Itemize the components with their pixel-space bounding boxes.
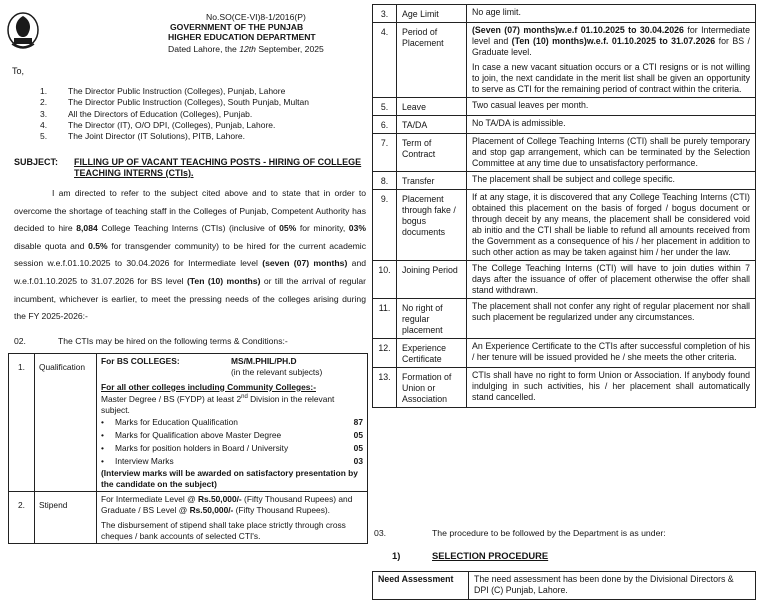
row-heading: Experience Certificate (397, 338, 467, 367)
table-row (373, 189, 756, 260)
selection-procedure-heading: 1) SELECTION PROCEDURE (392, 550, 549, 561)
table-row (373, 22, 756, 97)
row-text: The placement shall not confer any right of regular placement nor shall such placement be regularized under any circumstances. (467, 298, 756, 338)
row-number: 6. (373, 115, 397, 133)
stipend-details: For Intermediate Level @ Rs.50,000/- (Fifty Thousand Rupees) and Graduate / BS Level @ Rs.50,000/- (Fifty Thousand Rupees). The disbursement of stipend shall take place strictly through cross cheques / bank accounts of selected CTI's. (97, 492, 368, 544)
paragraph-03: 03. The procedure to be followed by the Department is as under: (374, 528, 666, 538)
row-text: The placement shall be subject and college specific. (467, 171, 756, 189)
terms-table-right (372, 4, 756, 408)
addressee-item: 1. The Director Public Instruction (Colleges), Punjab, Lahore (40, 86, 286, 96)
addressee-item: 5. The Joint Director (IT Solutions), PITB, Lahore. (40, 131, 245, 142)
row-heading: Term of Contract (397, 133, 467, 171)
intro-paragraph: I am directed to refer to the subject cited above and to state that in order to overcome the shortage of teaching staff in the Colleges of Punjab, Competent Authority has decided to hire 8,084 College Teaching Interns (CTIs) (inclusive of 05% for minority, 03% disable quota and 0.5% for transgender community) to be hired for the current academic session w.e.f.01.10.2025 to 30.04.2026 for Intermediate level (seven (07) months) and w.e.f.01.10.2025 to 31.07.2026 for BS level (Ten (10) months) or till the arrival of regular incumbent, whichever is earlier, to meet the pressing needs of the colleges arising during the FY 2025-2026:- (14, 188, 367, 322)
addressee-item: 3. All the Directors of Education (Colleges), Punjab. (40, 108, 253, 119)
row-heading: Formation of Union or Association (397, 367, 467, 407)
marks-item: • Interview Marks 03 (101, 455, 363, 466)
department-title: HIGHER EDUCATION DEPARTMENT (168, 32, 316, 42)
row-text: (Seven (07) months)w.e.f 01.10.2025 to 30.04.2026 for Intermediate level and (Ten (10) months)w.e.f. 01.10.2025 to 31.07.2026 for BS / Graduate level. In case a new vacant situation occurs or a CTI resigns or is not willing to join, the next candidate in the merit list shall be given an opportunity to serve as CTI for the remaining period of contract within the criteria. (467, 22, 756, 97)
row-heading: Age Limit (397, 5, 467, 23)
table-row (373, 171, 756, 189)
row-number: 10. (373, 260, 397, 298)
government-title: GOVERNMENT OF THE PUNJAB (170, 22, 304, 32)
right-page (372, 0, 768, 603)
need-assessment-table (372, 571, 756, 600)
interview-note: (Interview marks will be awarded on satisfactory presentation by the candidate on the subject) (101, 467, 358, 489)
table-row (373, 298, 756, 338)
row-text: The College Teaching Interns (CTI) will have to join duties within 7 days after the issuance of offer of placement otherwise the offer shall stand withdrawn. (467, 260, 756, 298)
addressee-item: 4. The Director (IT), O/O DPI, (Colleges), Punjab, Lahore. (40, 119, 276, 130)
letter-date: Dated Lahore, the 12th September, 2025 (168, 44, 324, 54)
row-number: 9. (373, 189, 397, 260)
table-row (9, 492, 368, 544)
row-heading: TA/DA (397, 115, 467, 133)
row-heading: No right of regular placement (397, 298, 467, 338)
row-heading: Stipend (35, 492, 97, 544)
addressee-list (40, 86, 370, 142)
row-heading: Placement through fake / bogus documents (397, 189, 467, 260)
row-heading: Period of Placement (397, 22, 467, 97)
row-text: Placement of College Teaching Interns (CTI) shall be purely temporary and stop gap arrangement, which can be terminated by the Selection Committee at any time due to unsatisfactory performance. (467, 133, 756, 171)
paragraph-02: 02. The CTIs may be hired on the following terms & Conditions:- (14, 336, 288, 346)
row-text: No TA/DA is admissible. (467, 115, 756, 133)
need-assessment-text: The need assessment has been done by the Divisional Directors & DPI (C) Punjab, Lahore. (469, 572, 756, 600)
row-heading: Leave (397, 97, 467, 115)
table-row (373, 572, 756, 600)
table-row (373, 97, 756, 115)
table-row (373, 133, 756, 171)
table-row (373, 338, 756, 367)
row-heading: Qualification (35, 354, 97, 492)
row-text: An Experience Certificate to the CTIs after successful completion of his / her tenure will be issued provided he / she meets the other criteria. (467, 338, 756, 367)
row-text: Two casual leaves per month. (467, 97, 756, 115)
subject-text: FILLING UP OF VACANT TEACHING POSTS - HIRING OF COLLEGE TEACHING INTERNS (CTIs). (74, 157, 362, 178)
row-number: 4. (373, 22, 397, 97)
table-row (373, 115, 756, 133)
punjab-government-logo (6, 10, 40, 50)
need-assessment-heading: Need Assessment (373, 572, 469, 600)
table-row (373, 260, 756, 298)
left-page (0, 0, 372, 603)
row-text: No age limit. (467, 5, 756, 23)
subject-label: SUBJECT: (14, 157, 59, 167)
row-number: 5. (373, 97, 397, 115)
row-number: 8. (373, 171, 397, 189)
row-number: 13. (373, 367, 397, 407)
row-number: 12. (373, 338, 397, 367)
to-label: To, (12, 66, 25, 76)
terms-table-left (8, 353, 368, 544)
row-number: 2. (9, 492, 35, 544)
table-row (373, 367, 756, 407)
row-number: 1. (9, 354, 35, 492)
row-text: CTIs shall have no right to form Union or Association. If anybody found indulging in such activities, his / her placement shall automatically stand cancelled. (467, 367, 756, 407)
table-row (373, 5, 756, 23)
marks-item: • Marks for Education Qualification 87 (101, 416, 363, 427)
letter-reference-number: No.SO(CE-VI)8-1/2016(P) (206, 12, 306, 22)
row-number: 7. (373, 133, 397, 171)
marks-item: • Marks for position holders in Board / University 05 (101, 442, 363, 453)
row-heading: Joining Period (397, 260, 467, 298)
row-number: 11. (373, 298, 397, 338)
qualification-details: For BS COLLEGES: MS/M.PHIL/PH.D (in the relevant subjects) For all other colleges including Community Colleges:- Master Degree / BS (FYDP) at least 2nd Division in the relevant subject. • Marks for Education Qualification 87 • Marks for Qualification above Master Degree 05 • Marks for position holders in Board / University 05 • Interview Marks 03 (Interview marks will be awarded on satisfactory presentation by the candidate on the subject) (97, 354, 368, 492)
marks-item: • Marks for Qualification above Master Degree 05 (101, 429, 363, 440)
row-text: If at any stage, it is discovered that any College Teaching Interns (CTI) obtained this placement on the basis of forged / bogus document or through deceit by any means, the placement shall be considered void ab initio and the CTI shall be liable to refund all amounts received from the Government as a consequence of his / her placement in addition to such other action as may be taken against him / her under the law. (467, 189, 756, 260)
subject-line (14, 157, 366, 179)
addressee-item: 2. The Director Public Instruction (Colleges), South Punjab, Multan (40, 97, 309, 108)
row-heading: Transfer (397, 171, 467, 189)
date-day-handwritten: 12th (239, 44, 256, 54)
table-row (9, 354, 368, 492)
row-number: 3. (373, 5, 397, 23)
